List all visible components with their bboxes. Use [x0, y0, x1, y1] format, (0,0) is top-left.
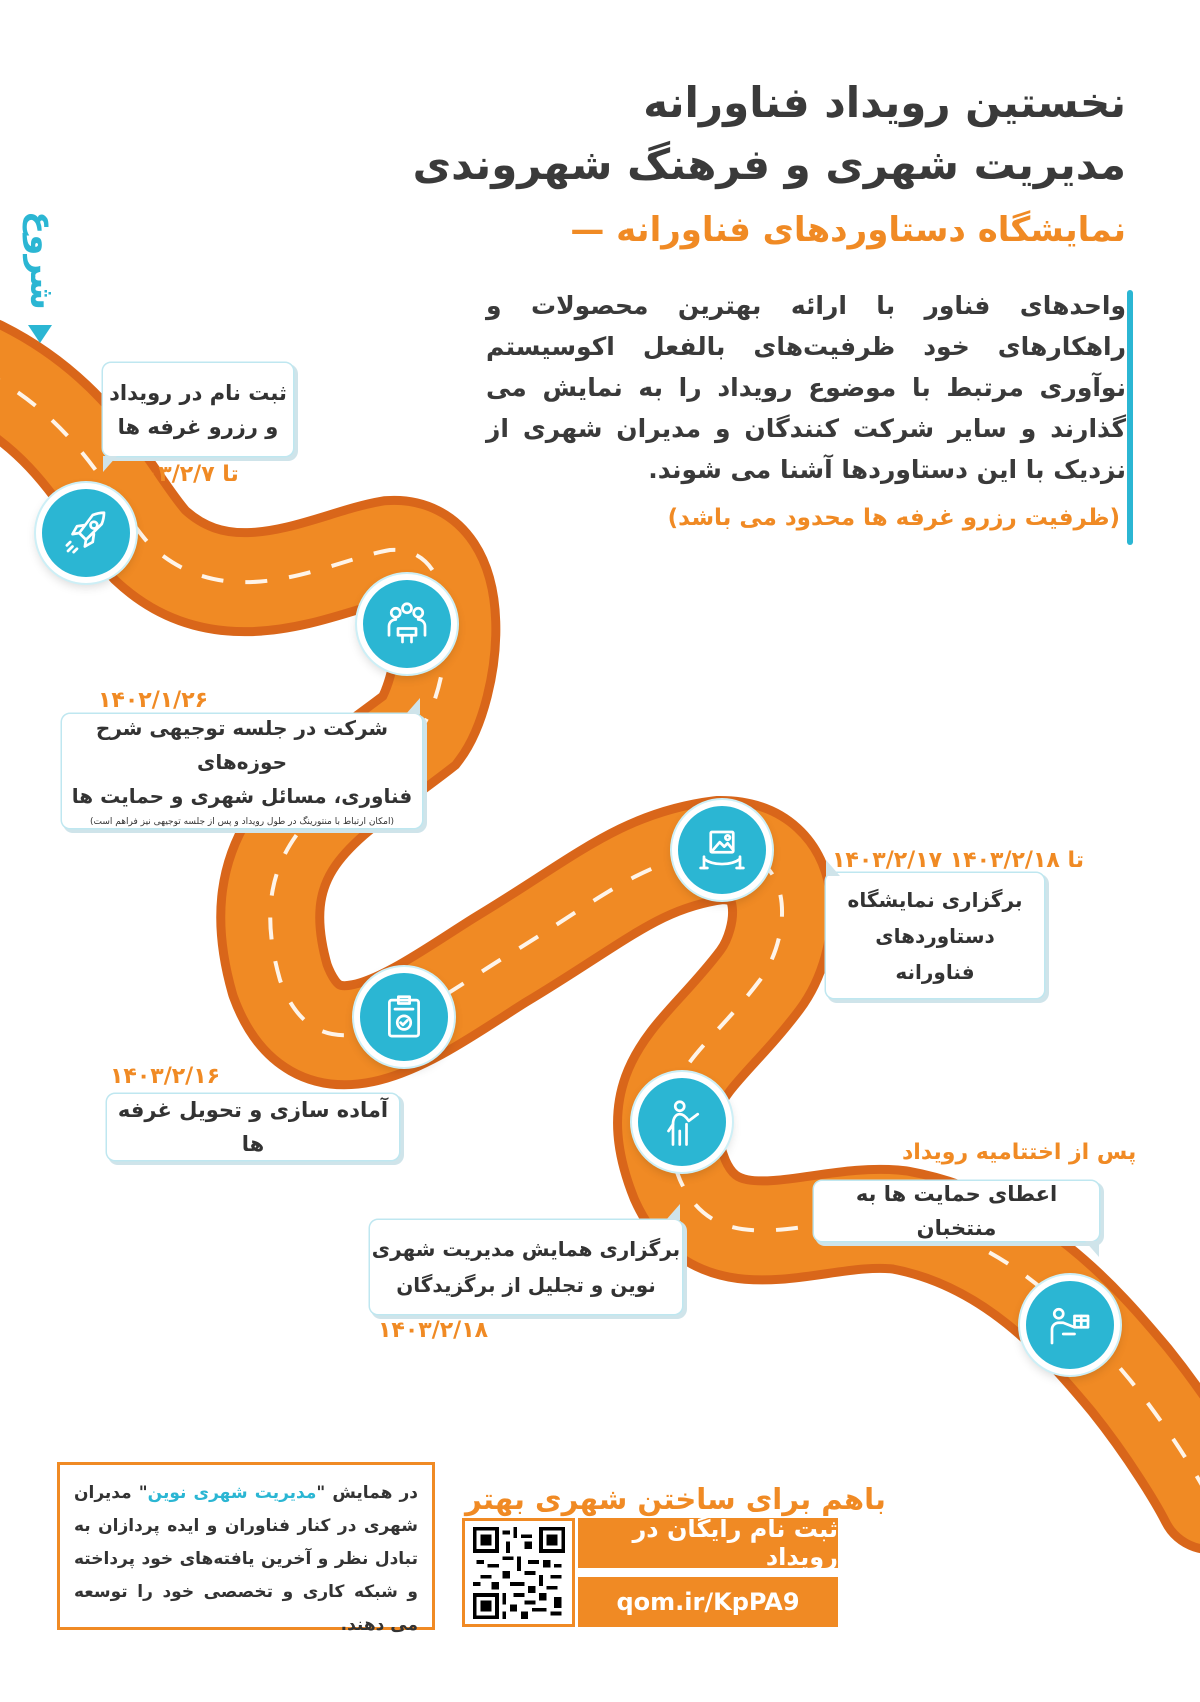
step-card-briefing	[62, 714, 422, 828]
step-text: برگزاری نمایشگاه	[847, 887, 1023, 912]
qr-code	[462, 1518, 575, 1627]
step-date: ۱۴۰۲/۱/۲۶	[98, 688, 209, 713]
card-tail	[826, 860, 840, 876]
title-line-2: مدیریت شهری و فرهنگ شهروندی	[412, 140, 1126, 189]
info-highlight: مدیریت شهری نوین	[147, 1483, 317, 1503]
step-text: آماده سازی و تحویل غرفه ها	[117, 1098, 389, 1156]
step-text: فناوری، مسائل شهری و حمایت ها	[71, 784, 413, 808]
info-text: در همایش "	[316, 1483, 419, 1503]
register-button[interactable]: ثبت نام رایگان در رویداد	[578, 1518, 838, 1568]
clipboard-icon	[377, 990, 431, 1044]
step-note: (امکان ارتباط با منتورینگ در طول رویداد و پس از جلسه توجیهی نیز فراهم است)	[90, 817, 394, 827]
step-card-register	[103, 363, 293, 456]
card-tail	[103, 456, 117, 472]
step-text: شرکت در جلسه توجیهی شرح حوزه‌های	[95, 716, 389, 774]
exhibition-icon	[695, 823, 749, 877]
speaker-icon	[655, 1095, 709, 1149]
step-card-conference	[370, 1220, 682, 1314]
capacity-note: (ظرفیت رزرو غرفه ها محدود می باشد)	[667, 505, 1120, 531]
step-icon-support	[1020, 1275, 1120, 1375]
start-marker	[18, 205, 62, 355]
step-text: فناورانه	[895, 959, 975, 984]
step-text: نوین و تجلیل از برگزیدگان	[396, 1273, 656, 1297]
step-icon-meeting	[357, 574, 457, 674]
slogan: باهم برای ساختن شهری بهتر	[465, 1482, 886, 1516]
card-tail	[406, 698, 420, 714]
step-text: برگزاری همایش مدیریت شهری	[371, 1237, 681, 1261]
step-text: دستاوردهای	[875, 923, 995, 948]
card-tail	[666, 1204, 680, 1220]
step-icon-booth	[354, 967, 454, 1067]
step-card-exhibition	[826, 873, 1044, 998]
meeting-icon	[380, 597, 434, 651]
step-text: و رزرو غرفه ها	[117, 414, 279, 439]
title-line-1: نخستین رویداد فناورانه	[643, 78, 1126, 127]
step-text: اعطای حمایت ها به منتخبان	[855, 1182, 1058, 1240]
step-date: تا ۱۴۰۳/۲/۷	[118, 462, 239, 487]
registration-link[interactable]: qom.ir/KpPA9	[578, 1577, 838, 1627]
info-text: " مدیران شهری در کنار فناوران و ایده پردازان به تبادل نظر و آخرین یافته‌های خود پرداخته و شبکه کاری و تخصصی خود را توسعه می دهند.	[74, 1483, 418, 1635]
description-accent-bar	[1127, 290, 1133, 545]
step-date: ۱۴۰۳/۲/۱۷ تا ۱۴۰۳/۲/۱۸	[832, 848, 1084, 873]
step-text: ثبت نام در رویداد	[109, 380, 287, 405]
rocket-icon	[59, 506, 113, 560]
start-arrow-icon	[28, 325, 52, 343]
qr-code-icon	[473, 1527, 565, 1619]
step-date: پس از اختتامیه رویداد	[902, 1140, 1137, 1165]
subtitle: نمایشگاه دستاوردهای فناورانه —	[570, 210, 1126, 250]
step-date: ۱۴۰۳/۲/۱۸	[378, 1318, 489, 1343]
start-label: شروع	[22, 210, 62, 310]
step-icon-conference	[632, 1072, 732, 1172]
step-card-booth	[107, 1094, 399, 1160]
card-tail	[1085, 1241, 1099, 1257]
step-date: ۱۴۰۳/۲/۱۶	[110, 1064, 221, 1089]
conference-info-box	[57, 1462, 435, 1635]
description: واحدهای فناور با ارائه بهترین محصولات و راهکارهای خود ظرفیت‌های بالفعل اکوسیستم نوآوری مرتبط با موضوع رویداد را به نمایش می گذارند و سایر شرکت کنندگان و مدیران شهری از نزدیک با این دستاوردها آشنا می شوند.	[486, 291, 1126, 484]
step-icon-register	[36, 483, 136, 583]
step-card-support	[814, 1181, 1099, 1241]
gift-hand-icon	[1043, 1298, 1097, 1352]
step-icon-exhibition	[672, 800, 772, 900]
